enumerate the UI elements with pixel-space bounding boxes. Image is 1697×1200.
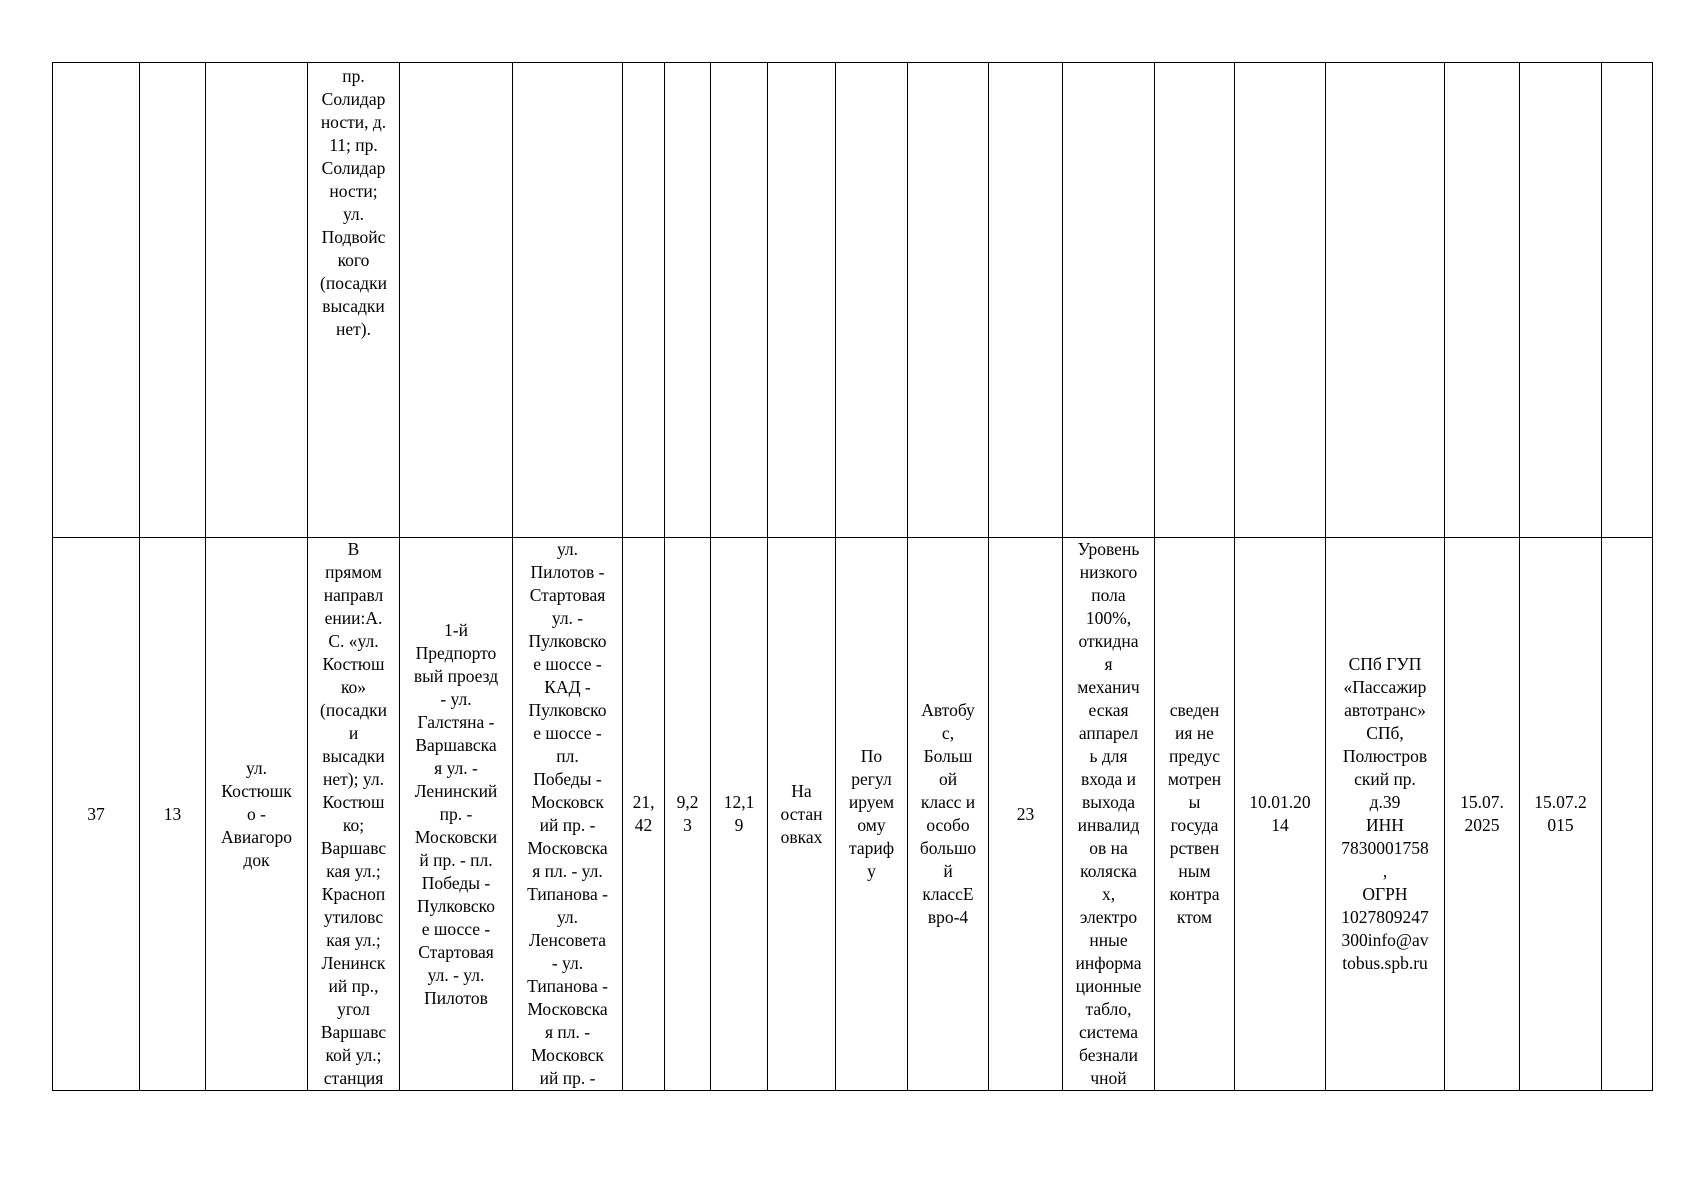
cell-empty	[1063, 63, 1155, 538]
table-row-previous	[53, 63, 1653, 538]
cell-empty	[908, 63, 989, 538]
cell-vehicle-characteristics: Уровень низкого пола 100%, откидна я механич еская аппарел ь для входа и выхода инвалид ов на коляска х, электро нные информа ционные табло, система безнали чной	[1063, 538, 1155, 1091]
cell-contract-info: сведен ия не предус мотрен ы госуда рствен ным контра ктом	[1155, 538, 1235, 1091]
cell-empty	[400, 63, 513, 538]
cell-length-forward: 9,2 3	[665, 538, 711, 1091]
cell-empty	[665, 63, 711, 538]
cell-route-name: ул. Костюшк о - Авиагоро док	[206, 538, 308, 1091]
cell-empty	[768, 63, 836, 538]
cell-empty	[140, 63, 206, 538]
cell-vehicle-type: Автобу с, Больш ой класс и особо большо й классЕ вро-4	[908, 538, 989, 1091]
cell-empty	[623, 63, 665, 538]
cell-empty	[1602, 63, 1653, 538]
cell-empty	[1235, 63, 1326, 538]
cell-stops-forward-continued: пр. Солидар ности, д. 11; пр. Солидар ности; ул. Подвойс кого (посадки высадки нет).	[308, 63, 400, 538]
cell-streets-backward: ул. Пилотов - Стартовая ул. - Пулковско е шоссе - КАД - Пулковско е шоссе - пл. Победы - Московск ий пр. - Московска я пл. - ул. Типанова - ул. Ленсовета - ул. Типанова - Московска я пл. - Московск ий пр. -	[513, 538, 623, 1091]
cell-vehicle-count: 23	[989, 538, 1063, 1091]
cell-empty	[711, 63, 768, 538]
cell-empty	[836, 63, 908, 538]
cell-empty	[1326, 63, 1445, 538]
cell-row-number: 37	[53, 538, 140, 1091]
cell-start-date: 10.01.20 14	[1235, 538, 1326, 1091]
cell-empty	[513, 63, 623, 538]
cell-route-number: 13	[140, 538, 206, 1091]
cell-extra	[1602, 538, 1653, 1091]
cell-empty	[206, 63, 308, 538]
cell-carrier: СПб ГУП «Пассажир автотранс» СПб, Полюстров ский пр. д.39 ИНН 7830001758 , ОГРН 1027809247 300info@av tobus.spb.ru	[1326, 538, 1445, 1091]
cell-date: 15.07.2 015	[1520, 538, 1602, 1091]
cell-empty	[1520, 63, 1602, 538]
cell-stops-forward: В прямом направл ении:А. С. «ул. Костюш ко» (посадки и высадки нет); ул. Костюш ко; Варшавс кая ул.; Красноп утиловс кая ул.; Ленинск ий пр., угол Варшавс кой ул.; станция	[308, 538, 400, 1091]
cell-length-backward: 12,1 9	[711, 538, 768, 1091]
cell-empty	[1445, 63, 1520, 538]
cell-streets-forward: 1-й Предпорто вый проезд - ул. Галстяна - Варшавска я ул. - Ленинский пр. - Московски й пр. - пл. Победы - Пулковско е шоссе - Стартовая ул. - ул. Пилотов	[400, 538, 513, 1091]
cell-empty	[1155, 63, 1235, 538]
cell-empty	[53, 63, 140, 538]
cell-empty	[989, 63, 1063, 538]
cell-tariff: По регул ируем ому тариф у	[836, 538, 908, 1091]
cell-length-total: 21, 42	[623, 538, 665, 1091]
route-registry-table	[52, 62, 1653, 1091]
cell-boarding-order: На остан овках	[768, 538, 836, 1091]
table-row	[53, 538, 1653, 1091]
cell-date: 15.07. 2025	[1445, 538, 1520, 1091]
